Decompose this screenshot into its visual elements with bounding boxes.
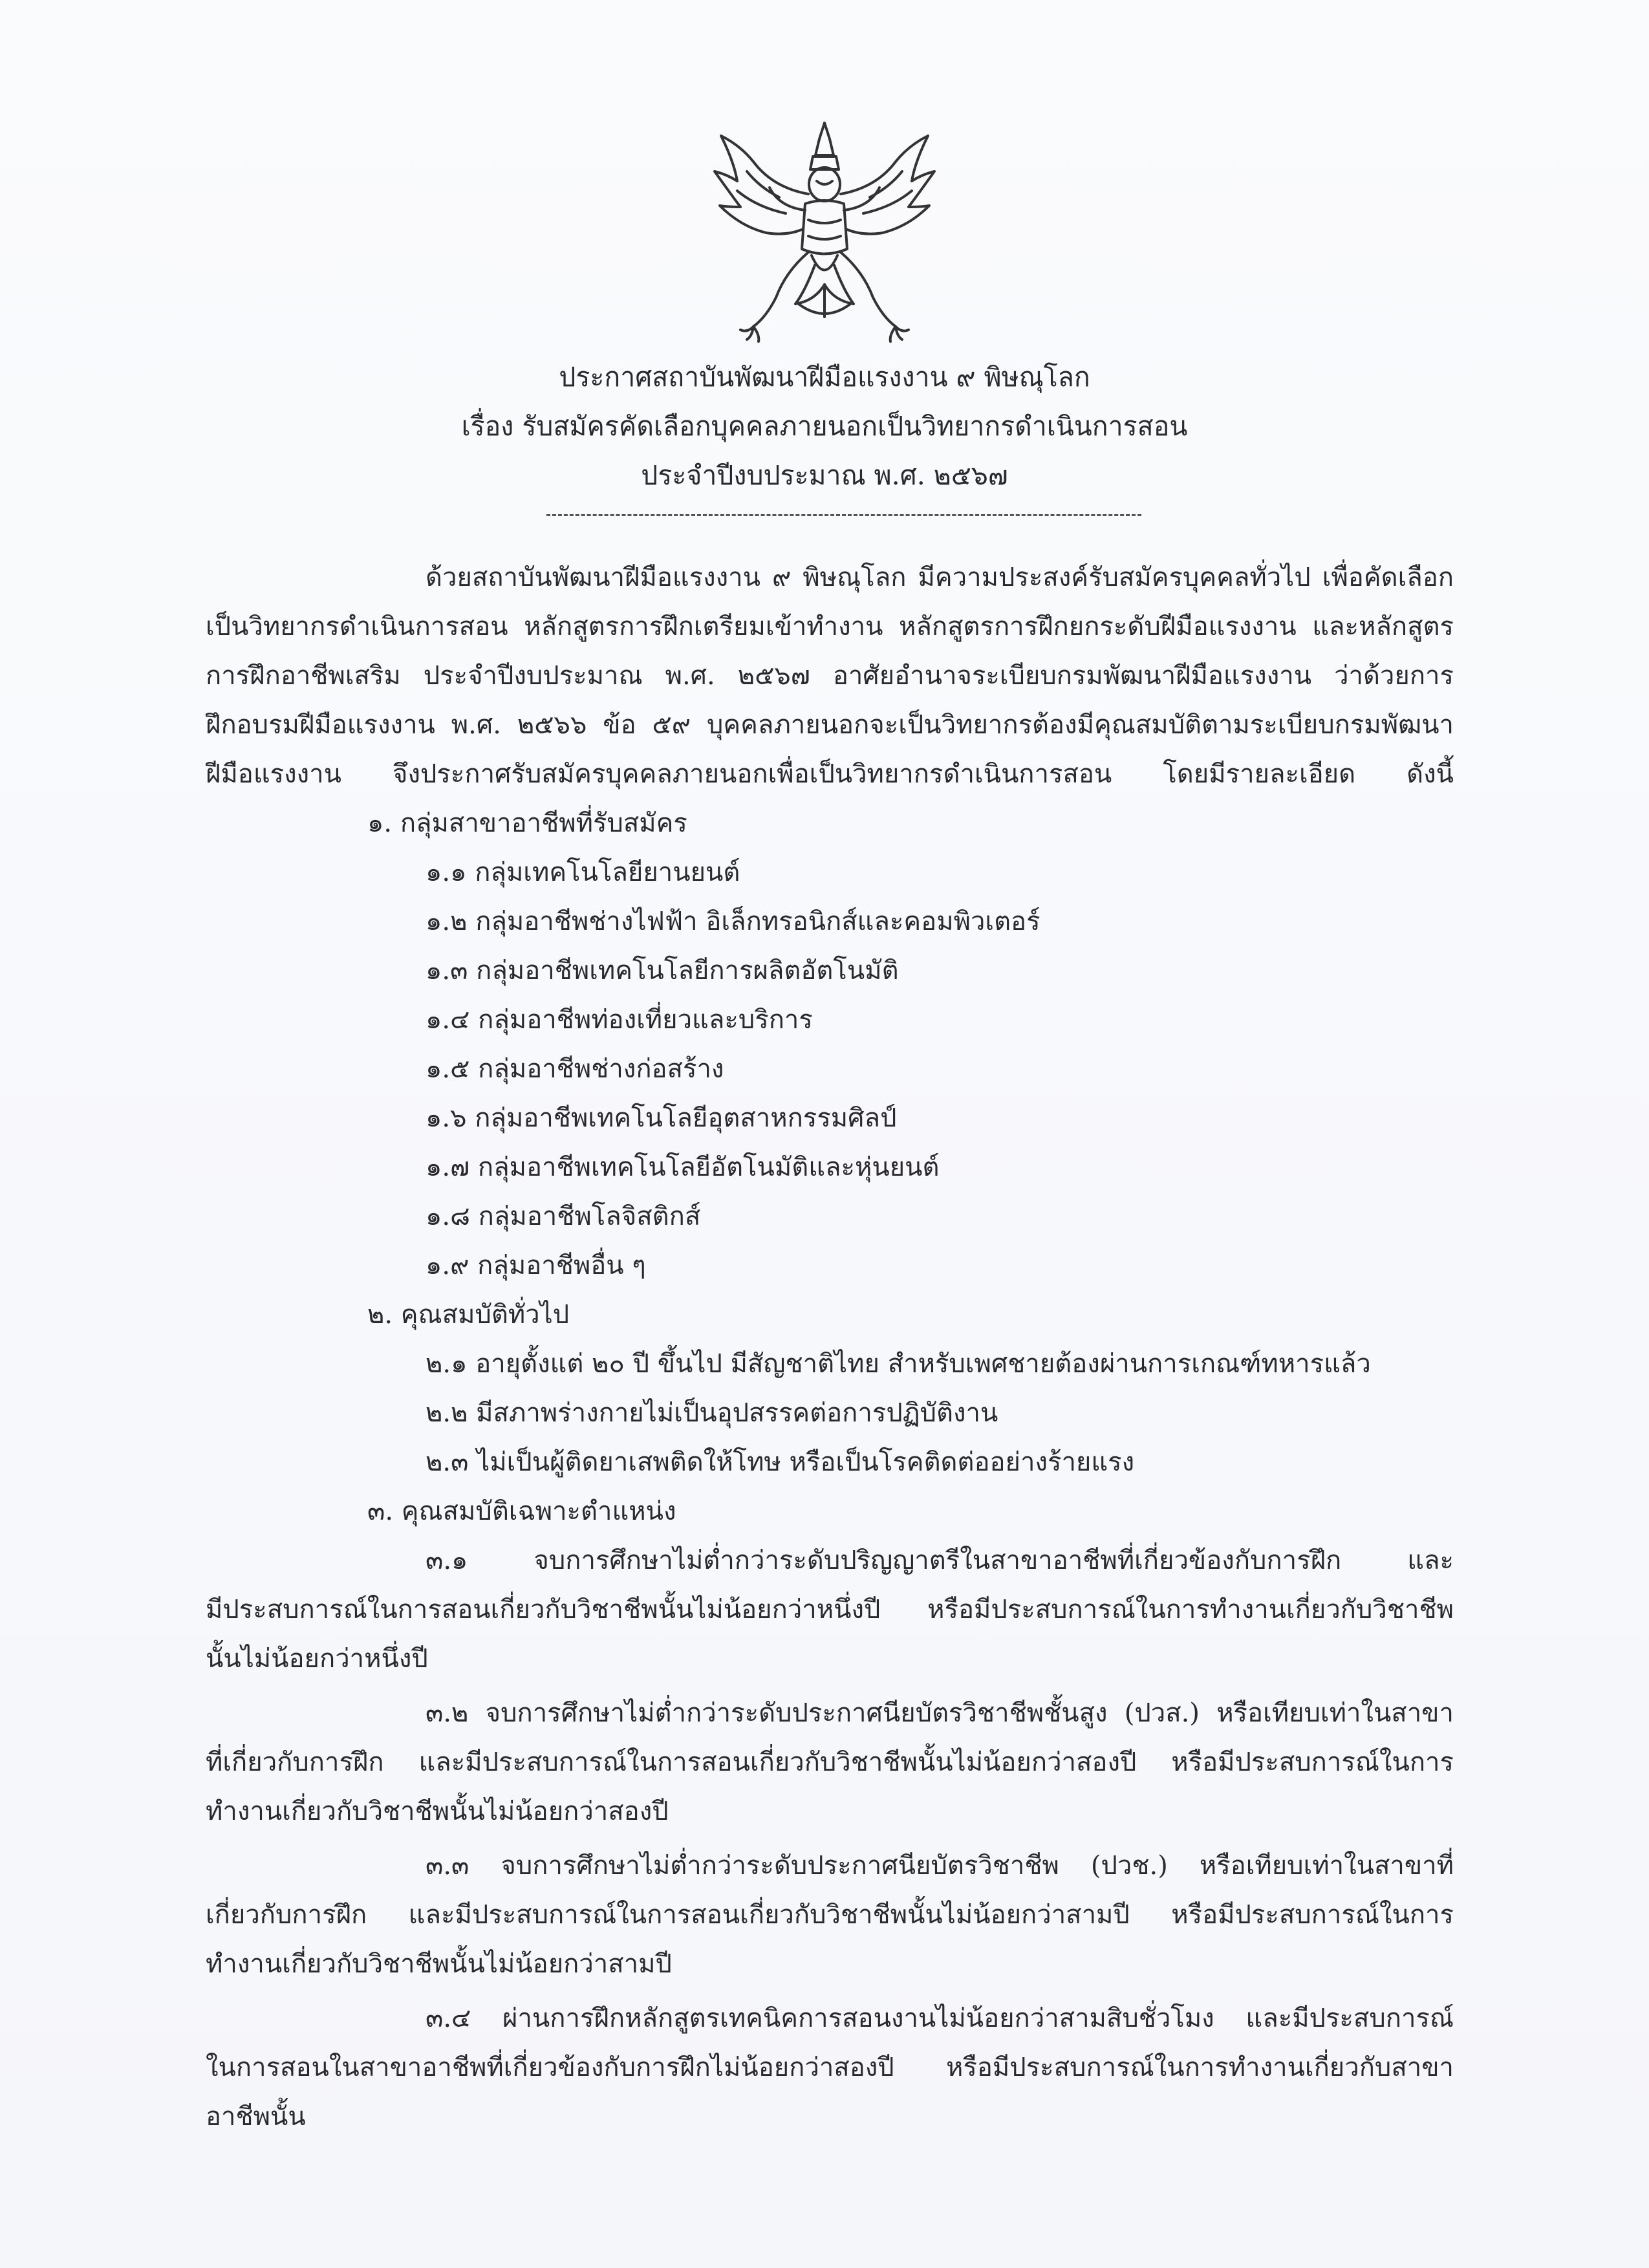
announcement-fiscal-year: ประจำปีงบประมาณ พ.ศ. ๒๕๖๗ [641,460,1008,491]
list-item: ๑.๘ กลุ่มอาชีพโลจิสติกส์ [426,1202,701,1231]
section-heading: ๒. คุณสมบัติทั่วไป [367,1300,570,1330]
list-item: ๑.๒ กลุ่มอาชีพช่างไฟฟ้า อิเล็กทรอนิกส์และคอมพิวเตอร์ [426,907,1040,936]
list-item: ๑.๓ กลุ่มอาชีพเทคโนโลยีการผลิตอัตโนมัติ [426,956,899,986]
qualification-line: มีประสบการณ์ในการสอนเกี่ยวกับวิชาชีพนั้นไม่น้อยกว่าหนึ่งปี หรือมีประสบการณ์ในการทำงานเกี่ยวกับวิชาชีพ [206,1595,1454,1625]
qualification-line: เกี่ยวกับการฝึก และมีประสบการณ์ในการสอนเกี่ยวกับวิชาชีพนั้นไม่น้อยกว่าสามปี หรือมีประสบการณ์ในการ [206,1900,1454,1930]
announcement-subject: เรื่อง รับสมัครคัดเลือกบุคคลภายนอกเป็นวิทยากรดำเนินการสอน [461,411,1188,442]
list-item: ๒.๒ มีสภาพร่างกายไม่เป็นอุปสรรคต่อการปฏิบัติงาน [426,1398,998,1428]
announcement-body [206,553,1454,2141]
list-item: ๒.๑ อายุตั้งแต่ ๒๐ ปี ขึ้นไป มีสัญชาติไทย สำหรับเพศชายต้องผ่านการเกณฑ์ทหารแล้ว [426,1349,1371,1379]
list-item: ๑.๑ กลุ่มเทคโนโลยียานยนต์ [426,858,740,887]
list-item: ๑.๕ กลุ่มอาชีพช่างก่อสร้าง [426,1054,724,1084]
list-item: ๒.๓ ไม่เป็นผู้ติดยาเสพติดให้โทษ หรือเป็นโรคติดต่ออย่างร้ายแรง [426,1447,1135,1477]
qualification-line: ทำงานเกี่ยวกับวิชาชีพนั้นไม่น้อยกว่าสามปี [206,1949,672,1979]
qualification-line: นั้นไม่น้อยกว่าหนึ่งปี [206,1644,428,1674]
intro-line: ฝีมือแรงงาน จึงประกาศรับสมัครบุคคลภายนอกเพื่อเป็นวิทยากรดำเนินการสอน โดยมีรายละเอียด ดังนี้ [206,759,1454,789]
qualification-line: ๓.๑ จบการศึกษาไม่ต่ำกว่าระดับปริญญาตรีในสาขาอาชีพที่เกี่ยวข้องกับการฝึก และ [426,1546,1454,1575]
section-heading: ๑. กลุ่มสาขาอาชีพที่รับสมัคร [367,808,687,838]
qualification-line: ๓.๒ จบการศึกษาไม่ต่ำกว่าระดับประกาศนียบัตรวิชาชีพชั้นสูง (ปวส.) หรือเทียบเท่าในสาขา [426,1698,1454,1728]
intro-line: ฝึกอบรมฝีมือแรงงาน พ.ศ. ๒๕๖๖ ข้อ ๕๙ บุคคลภายนอกจะเป็นวิทยากรต้องมีคุณสมบัติตามระเบียบกรมพัฒนา [206,710,1454,740]
qualification-line: ในการสอนในสาขาอาชีพที่เกี่ยวข้องกับการฝึกไม่น้อยกว่าสองปี หรือมีประสบการณ์ในการทำงานเกี่ยวกับสาขา [206,2053,1454,2082]
intro-line: เป็นวิทยากรดำเนินการสอน หลักสูตรการฝึกเตรียมเข้าทำงาน หลักสูตรการฝึกยกระดับฝีมือแรงงาน และหลักสูตร [206,612,1454,642]
qualification-line: ๓.๓ จบการศึกษาไม่ต่ำกว่าระดับประกาศนียบัตรวิชาชีพ (ปวช.) หรือเทียบเท่าในสาขาที่ [426,1851,1454,1881]
header-divider [546,514,1141,516]
qualification-line: อาชีพนั้น [206,2102,306,2132]
list-item: ๑.๖ กลุ่มอาชีพเทคโนโลยีอุตสาหกรรมศิลป์ [426,1103,897,1133]
list-item: ๑.๗ กลุ่มอาชีพเทคโนโลยีอัตโนมัติและหุ่นยนต์ [426,1152,940,1182]
list-item: ๑.๙ กลุ่มอาชีพอื่น ๆ [426,1251,646,1280]
intro-line: ด้วยสถาบันพัฒนาฝีมือแรงงาน ๙ พิษณุโลก มีความประสงค์รับสมัครบุคคลทั่วไป เพื่อคัดเลือก [426,563,1454,592]
section-heading: ๓. คุณสมบัติเฉพาะตำแหน่ง [367,1496,676,1526]
qualification-line: ที่เกี่ยวกับการฝึก และมีประสบการณ์ในการสอนเกี่ยวกับวิชาชีพนั้นไม่น้อยกว่าสองปี หรือมีประสบการณ์ในการ [206,1747,1454,1777]
announcement-title: ประกาศสถาบันพัฒนาฝีมือแรงงาน ๙ พิษณุโลก [559,362,1090,393]
announcement-header [0,352,1649,500]
list-item: ๑.๔ กลุ่มอาชีพท่องเที่ยวและบริการ [426,1005,813,1035]
intro-line: การฝึกอาชีพเสริม ประจำปีงบประมาณ พ.ศ. ๒๕๖๗ อาศัยอำนาจระเบียบกรมพัฒนาฝีมือแรงงาน ว่าด้วยการ [206,661,1454,691]
qualification-line: ๓.๔ ผ่านการฝึกหลักสูตรเทคนิคการสอนงานไม่น้อยกว่าสามสิบชั่วโมง และมีประสบการณ์ [426,2003,1454,2033]
qualification-line: ทำงานเกี่ยวกับวิชาชีพนั้นไม่น้อยกว่าสองปี [206,1797,669,1826]
garuda-emblem-icon [702,110,947,349]
